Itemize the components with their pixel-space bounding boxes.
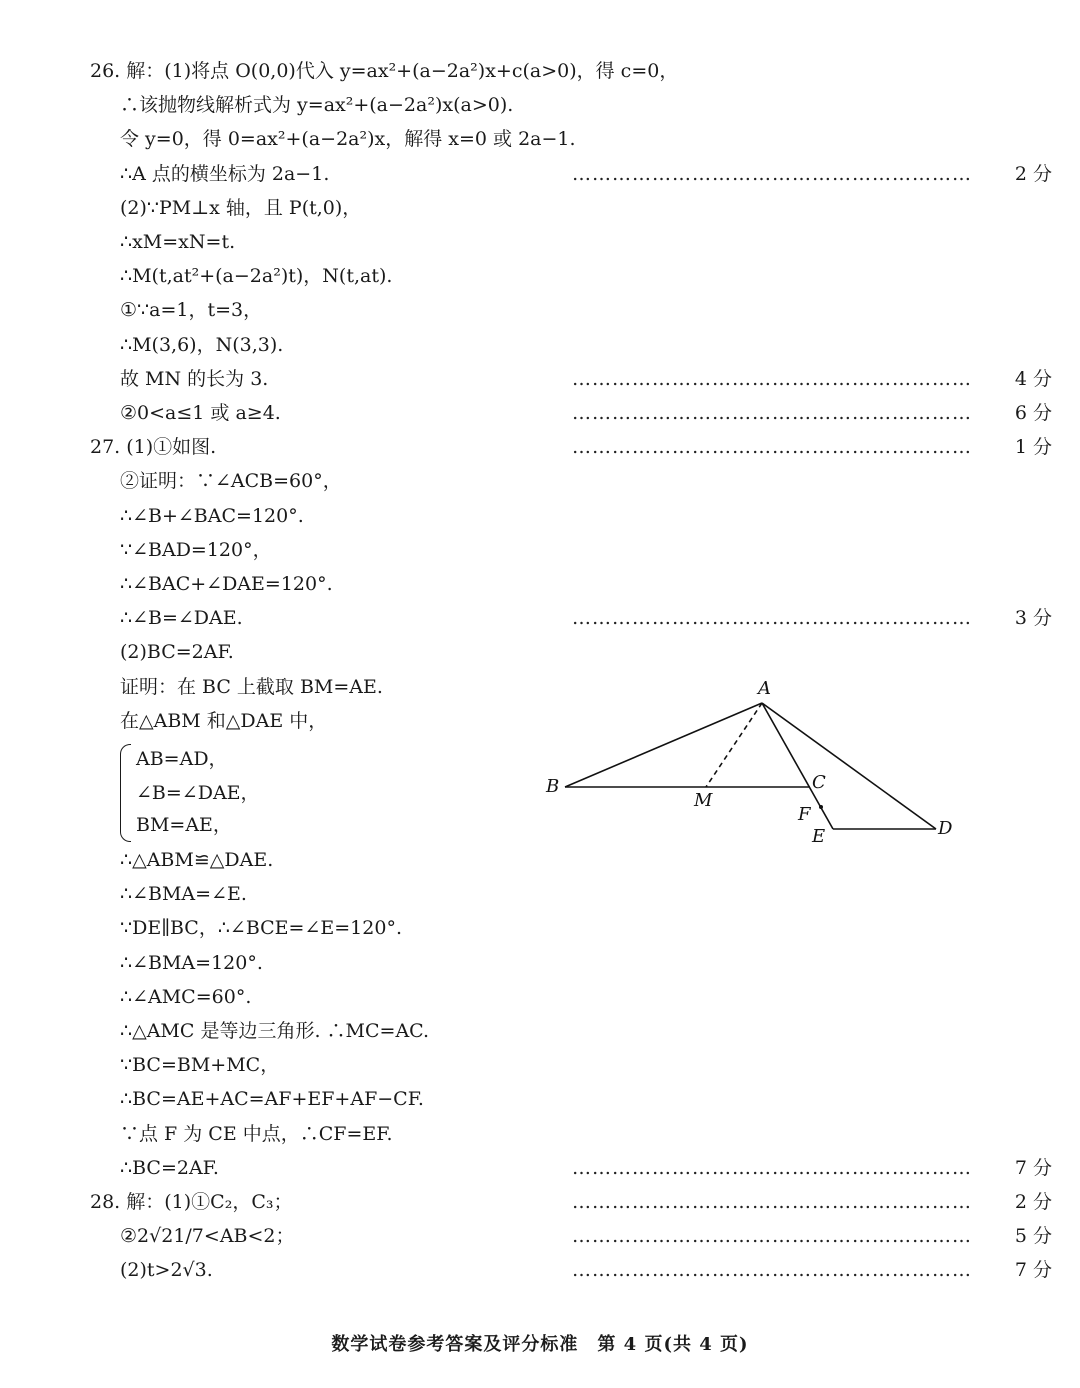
answer-text: ∴BC=2AF. <box>120 1156 219 1179</box>
label-a: A <box>758 678 771 699</box>
answer-line <box>0 948 1080 978</box>
answer-text: ∴△ABM≌△DAE. <box>120 849 274 871</box>
answer-line <box>0 1119 1080 1149</box>
segment-ad <box>762 703 936 829</box>
answer-line <box>0 364 1080 394</box>
answer-text: ∴xM=xN=t. <box>120 231 236 253</box>
score-label: 2 分 <box>1014 1191 1052 1213</box>
answer-line <box>0 295 1080 325</box>
congruence-conditions <box>120 744 320 840</box>
answer-text: ②2√21/7<AB<2； <box>120 1225 295 1248</box>
score-label: 7 分 <box>1014 1156 1052 1179</box>
leader-dots: …………………………………………………… <box>572 1225 972 1248</box>
answer-line <box>0 193 1080 223</box>
answer-line <box>0 227 1080 257</box>
answer-text: ∴该抛物线解析式为 y=ax²+(a−2a²)x(a>0). <box>120 94 514 117</box>
answer-line <box>0 569 1080 599</box>
answer-line <box>0 1050 1080 1080</box>
answer-text: ①∵a=1，t=3， <box>120 299 263 322</box>
score-label: 1 分 <box>1014 436 1052 459</box>
answer-line <box>0 159 1080 189</box>
answer-line <box>0 845 1080 875</box>
answer-text: ∴∠BMA=120°. <box>120 951 263 974</box>
label-b: B <box>546 776 560 797</box>
answer-text: 令 y=0，得 0=ax²+(a−2a²)x，解得 x=0 或 2a−1. <box>120 128 576 151</box>
answer-text: ∴∠B+∠BAC=120°. <box>120 504 304 527</box>
answer-text: 证明：在 BC 上截取 BM=AE. <box>120 675 383 698</box>
leader-dots: …………………………………………………… <box>572 1156 972 1179</box>
left-brace <box>120 744 131 842</box>
leader-dots: …………………………………………………… <box>572 1191 972 1213</box>
answer-text: 28. 解：(1)①C₂，C₃； <box>90 1191 293 1213</box>
condition-1: AB=AD， <box>136 748 228 770</box>
answer-line <box>0 879 1080 909</box>
answer-line <box>0 913 1080 943</box>
answer-text: (2)BC=2AF. <box>120 641 234 664</box>
label-c: C <box>812 772 826 793</box>
answer-line <box>0 1221 1080 1251</box>
answer-line <box>0 637 1080 667</box>
answer-text: ∴∠B=∠DAE. <box>120 607 243 630</box>
answer-line <box>0 124 1080 154</box>
answer-line <box>0 330 1080 360</box>
answer-text: (2)∵PM⊥x 轴，且 P(t,0)， <box>120 196 362 219</box>
answer-text: ∴∠BAC+∠DAE=120°. <box>120 573 333 595</box>
answer-text: ∴M(t,at²+(a−2a²)t)，N(t,at). <box>120 265 393 288</box>
answer-text: ∵DE∥BC，∴∠BCE=∠E=120°. <box>120 917 402 940</box>
leader-dots: …………………………………………………… <box>572 1259 972 1282</box>
score-label: 2 分 <box>1014 162 1052 185</box>
answer-line <box>0 535 1080 565</box>
answer-line <box>0 1187 1080 1217</box>
answer-line <box>0 1016 1080 1046</box>
geometry-figure <box>540 676 960 846</box>
label-m: M <box>694 790 713 811</box>
label-f: F <box>798 804 811 825</box>
answer-line <box>0 603 1080 633</box>
answer-line <box>0 1084 1080 1114</box>
answer-text: ∴M(3,6)，N(3,3). <box>120 333 284 356</box>
answer-line <box>0 466 1080 496</box>
leader-dots: …………………………………………………… <box>572 607 972 630</box>
point-f <box>819 805 823 809</box>
answer-text: 故 MN 的长为 3. <box>120 367 269 390</box>
leader-dots: …………………………………………………… <box>572 436 972 459</box>
answer-text: ∴△AMC 是等边三角形. ∴MC=AC. <box>120 1020 430 1042</box>
answer-text: ∵点 F 为 CE 中点，∴CF=EF. <box>120 1122 393 1145</box>
answer-text: ∴∠AMC=60°. <box>120 985 252 1008</box>
label-e: E <box>812 826 826 846</box>
score-label: 5 分 <box>1014 1225 1052 1248</box>
score-label: 3 分 <box>1014 607 1052 630</box>
label-d: D <box>938 818 953 839</box>
answer-text: ②证明：∵∠ACB=60°， <box>120 470 342 493</box>
score-label: 7 分 <box>1014 1259 1052 1282</box>
leader-dots: …………………………………………………… <box>572 162 972 185</box>
answer-text: 26. 解：(1)将点 O(0,0)代入 y=ax²+(a−2a²)x+c(a>0)，得 c=0， <box>90 60 679 82</box>
answer-line <box>0 1153 1080 1183</box>
answer-line <box>0 432 1080 462</box>
answer-line <box>0 56 1080 86</box>
answer-text: ∵BC=BM+MC， <box>120 1054 280 1077</box>
answer-line <box>0 982 1080 1012</box>
condition-3: BM=AE， <box>136 814 232 836</box>
segment-ab <box>565 703 762 787</box>
answer-line <box>0 1255 1080 1285</box>
answer-line <box>0 398 1080 428</box>
leader-dots: …………………………………………………… <box>572 402 972 424</box>
answer-line <box>0 501 1080 531</box>
answer-text: (2)t>2√3. <box>120 1259 213 1282</box>
answer-line <box>0 261 1080 291</box>
score-label: 4 分 <box>1014 367 1052 390</box>
answer-text: 在△ABM 和△DAE 中， <box>120 709 328 732</box>
answer-text: ∴BC=AE+AC=AF+EF+AF−CF. <box>120 1088 424 1111</box>
leader-dots: …………………………………………………… <box>572 367 972 390</box>
answer-text: ∴∠BMA=∠E. <box>120 883 247 906</box>
answer-line <box>0 90 1080 120</box>
answer-text: 27. (1)①如图. <box>90 436 217 459</box>
page-footer: 数学试卷参考答案及评分标准 第 4 页(共 4 页) <box>331 1334 749 1355</box>
score-label: 6 分 <box>1014 402 1052 424</box>
answer-text: ∵∠BAD=120°， <box>120 538 272 561</box>
answer-text: ②0<a≤1 或 a≥4. <box>120 402 281 424</box>
answer-text: ∴A 点的横坐标为 2a−1. <box>120 162 330 185</box>
condition-2: ∠B=∠DAE， <box>136 782 260 804</box>
